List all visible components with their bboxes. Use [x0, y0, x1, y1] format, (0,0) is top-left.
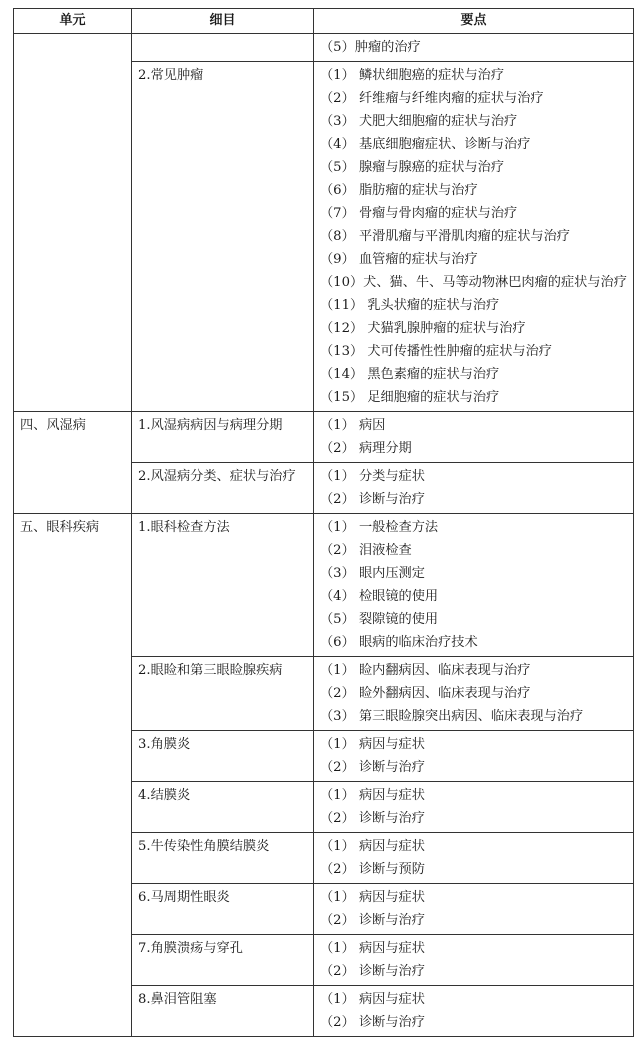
point-item: （1） 分类与症状 — [320, 469, 425, 484]
point-item: （1） 鳞状细胞癌的症状与治疗 — [320, 68, 505, 83]
point-item: （1） 病因与症状 — [320, 992, 425, 1007]
unit-cell — [14, 34, 132, 412]
points-cell — [314, 833, 634, 884]
header-item: 细目 — [132, 9, 314, 34]
point-item: （2） 诊断与治疗 — [320, 492, 425, 507]
point-item: （3） 眼内压测定 — [320, 566, 425, 581]
point-item: （1） 病因与症状 — [320, 941, 425, 956]
points-cell — [314, 412, 634, 463]
item-cell: 3.角膜炎 — [132, 731, 314, 782]
point-item: （2） 诊断与治疗 — [320, 913, 425, 928]
syllabus-table — [13, 8, 634, 1037]
table-row — [14, 514, 634, 657]
point-item: （1） 病因与症状 — [320, 839, 425, 854]
point-item: （2） 病理分期 — [320, 441, 412, 456]
points-cell — [314, 34, 634, 62]
item-cell: 1.眼科检查方法 — [132, 514, 314, 657]
point-item: （6） 眼病的临床治疗技术 — [320, 635, 478, 650]
point-item: （4） 检眼镜的使用 — [320, 589, 439, 604]
point-item: （2） 诊断与预防 — [320, 862, 425, 877]
points-cell — [314, 657, 634, 731]
item-cell: 7.角膜溃疡与穿孔 — [132, 935, 314, 986]
points-cell — [314, 463, 634, 514]
point-item: （10）犬、猫、牛、马等动物淋巴肉瘤的症状与治疗 — [320, 275, 627, 290]
item-cell: 2.风湿病分类、症状与治疗 — [132, 463, 314, 514]
header-point: 要点 — [314, 9, 634, 34]
point-item: （13） 犬可传播性性肿瘤的症状与治疗 — [320, 344, 552, 359]
point-item: （11） 乳头状瘤的症状与治疗 — [320, 298, 500, 313]
point-item: （5）肿瘤的治疗 — [320, 40, 421, 55]
item-cell — [132, 34, 314, 62]
point-item: （5） 腺瘤与腺癌的症状与治疗 — [320, 160, 505, 175]
point-item: （5） 裂隙镜的使用 — [320, 612, 439, 627]
point-item: （3） 犬肥大细胞瘤的症状与治疗 — [320, 114, 518, 129]
points-cell — [314, 782, 634, 833]
item-cell: 8.鼻泪管阻塞 — [132, 986, 314, 1037]
point-item: （6） 脂肪瘤的症状与治疗 — [320, 183, 478, 198]
point-item: （1） 病因 — [320, 418, 386, 433]
point-item: （2） 睑外翻病因、临床表现与治疗 — [320, 686, 531, 701]
item-cell: 1.风湿病病因与病理分期 — [132, 412, 314, 463]
unit-cell: 四、风湿病 — [14, 412, 132, 514]
item-cell: 6.马周期性眼炎 — [132, 884, 314, 935]
item-cell: 5.牛传染性角膜结膜炎 — [132, 833, 314, 884]
item-cell: 2.眼睑和第三眼睑腺疾病 — [132, 657, 314, 731]
points-cell — [314, 986, 634, 1037]
table-row — [14, 412, 634, 463]
point-item: （9） 血管瘤的症状与治疗 — [320, 252, 478, 267]
table-row — [14, 34, 634, 62]
point-item: （1） 病因与症状 — [320, 737, 425, 752]
points-cell — [314, 731, 634, 782]
point-item: （2） 泪液检查 — [320, 543, 412, 558]
points-cell — [314, 935, 634, 986]
point-item: （7） 骨瘤与骨肉瘤的症状与治疗 — [320, 206, 518, 221]
point-item: （1） 病因与症状 — [320, 788, 425, 803]
table-body — [14, 34, 634, 1037]
point-item: （8） 平滑肌瘤与平滑肌肉瘤的症状与治疗 — [320, 229, 570, 244]
header-unit: 单元 — [14, 9, 132, 34]
point-item: （12） 犬猫乳腺肿瘤的症状与治疗 — [320, 321, 526, 336]
point-item: （3） 第三眼睑腺突出病因、临床表现与治疗 — [320, 709, 584, 724]
points-cell — [314, 62, 634, 412]
point-item: （1） 病因与症状 — [320, 890, 425, 905]
points-cell — [314, 884, 634, 935]
point-item: （1） 一般检查方法 — [320, 520, 439, 535]
point-item: （2） 诊断与治疗 — [320, 811, 425, 826]
point-item: （2） 纤维瘤与纤维肉瘤的症状与治疗 — [320, 91, 544, 106]
header-row — [14, 9, 634, 34]
point-item: （4） 基底细胞瘤症状、诊断与治疗 — [320, 137, 531, 152]
point-item: （2） 诊断与治疗 — [320, 760, 425, 775]
point-item: （15） 足细胞瘤的症状与治疗 — [320, 390, 500, 405]
point-item: （2） 诊断与治疗 — [320, 1015, 425, 1030]
item-cell: 2.常见肿瘤 — [132, 62, 314, 412]
item-cell: 4.结膜炎 — [132, 782, 314, 833]
point-item: （14） 黑色素瘤的症状与治疗 — [320, 367, 500, 382]
point-item: （2） 诊断与治疗 — [320, 964, 425, 979]
unit-cell: 五、眼科疾病 — [14, 514, 132, 1037]
point-item: （1） 睑内翻病因、临床表现与治疗 — [320, 663, 531, 678]
points-cell — [314, 514, 634, 657]
